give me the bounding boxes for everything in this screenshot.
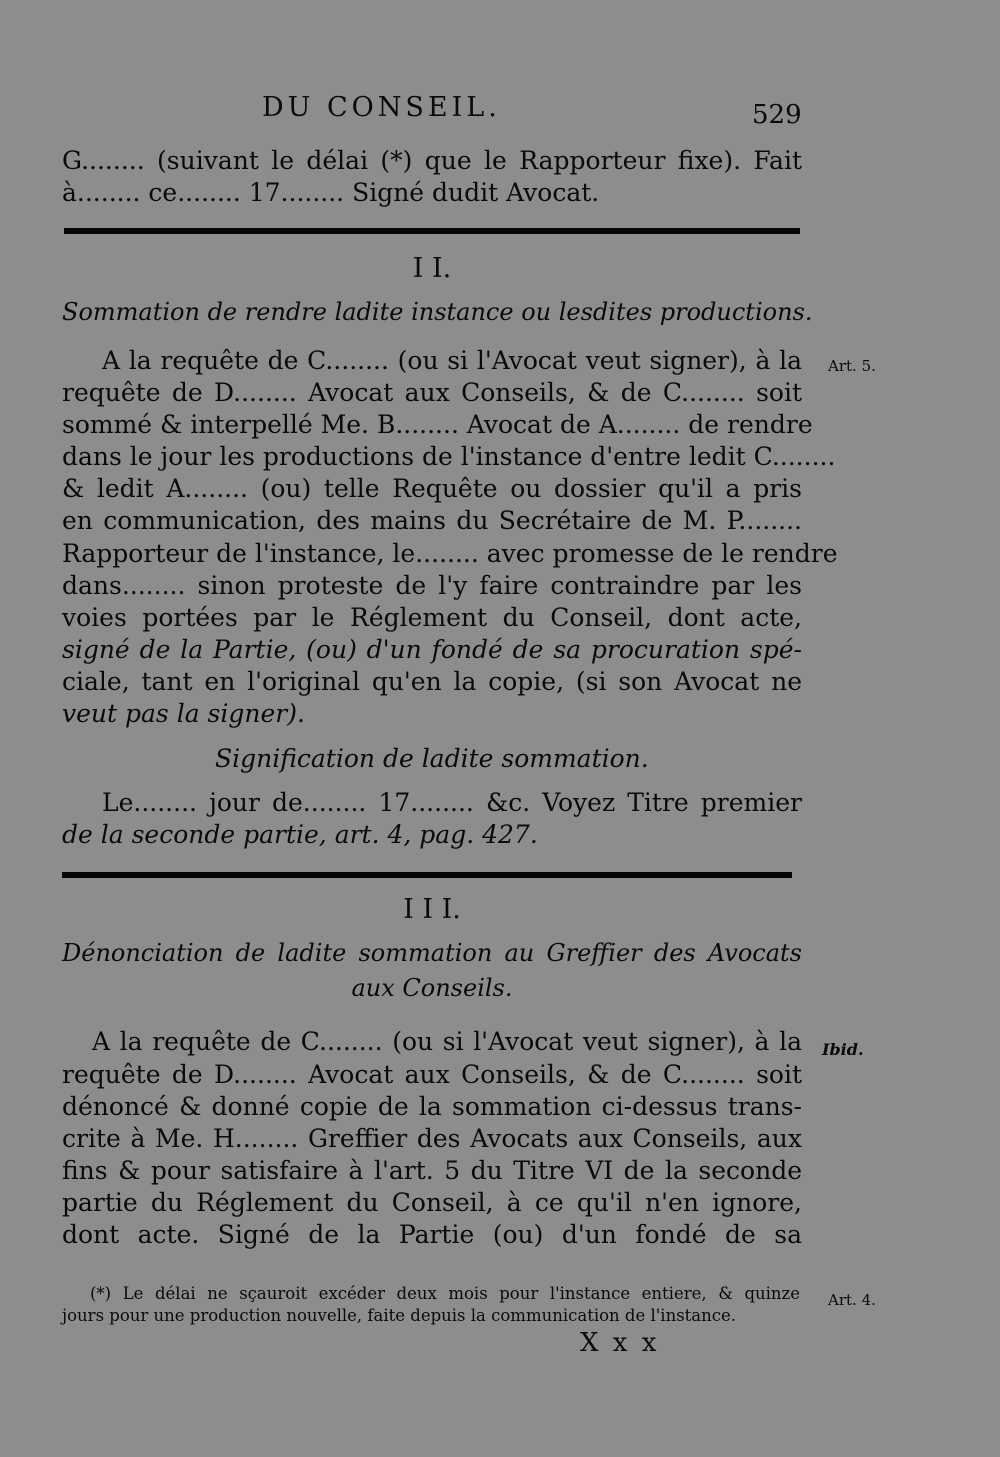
text-line: veut pas la signer). [62,699,305,728]
section-numeral: I I I. [403,894,461,925]
text-line: à........ ce........ 17........ Signé dudit Avocat. [62,178,600,207]
running-title: DU CONSEIL. [262,92,501,123]
text-line: dans le jour les productions de l'instance d'entre ledit C........ [62,442,836,471]
text-line: fins & pour satisfaire à l'art. 5 du Titre VI de la seconde [62,1156,802,1185]
text-line: de la seconde partie, art. 4, pag. 427. [62,820,538,849]
text-line: sommé & interpellé Me. B........ Avocat de A........ de rendre [62,410,813,439]
section-title: Dénonciation de ladite sommation au Greffier des Avocats [62,939,802,967]
text-line: crite à Me. H........ Greffier des Avocats aux Conseils, aux [62,1124,802,1153]
text-line: A la requête de C........ (ou si l'Avocat veut signer), à la [102,346,802,375]
page-number: 529 [752,100,802,130]
text-line: Le........ jour de........ 17........ &c. Voyez Titre premier [102,788,802,817]
subsection-title: Signification de ladite sommation. [215,744,649,773]
text-line: dans........ sinon proteste de l'y faire contraindre par les [62,571,802,600]
text-line: & ledit A........ (ou) telle Requête ou dossier qu'il a pris [62,474,802,503]
text-line: Rapporteur de l'instance, le........ avec promesse de le rendre [62,539,838,568]
text-line: partie du Réglement du Conseil, à ce qu'il n'en ignore, [62,1188,802,1217]
margin-reference: Art. 5. [828,357,876,375]
signature-mark: X x x [580,1328,660,1358]
text-line: en communication, des mains du Secrétaire de M. P........ [62,506,802,535]
section-title: Sommation de rendre ladite instance ou lesdites productions. [62,298,813,326]
section-title: aux Conseils. [351,974,513,1002]
text-line: ciale, tant en l'original qu'en la copie, (si son Avocat ne [62,667,802,696]
margin-reference: Ibid. [822,1040,864,1059]
text-line: dénoncé & donné copie de la sommation ci-dessus trans- [62,1092,802,1121]
text-line: signé de la Partie, (ou) d'un fondé de sa procuration spé- [62,635,802,664]
text-line: requête de D........ Avocat aux Conseils, & de C........ soit [62,1060,802,1089]
text-line: voies portées par le Réglement du Conseil, dont acte, [62,603,802,632]
text-line: requête de D........ Avocat aux Conseils, & de C........ soit [62,378,802,407]
footnote-line: jours pour une production nouvelle, faite depuis la communication de l'instance. [62,1306,737,1325]
section-numeral: I I. [412,253,452,284]
text-line: A la requête de C........ (ou si l'Avocat veut signer), à la [92,1027,802,1056]
text-line: G........ (suivant le délai (*) que le Rapporteur fixe). Fait [62,146,802,175]
section-rule [64,228,800,234]
section-rule [62,872,792,878]
margin-reference: Art. 4. [828,1291,876,1309]
text-line: dont acte. Signé de la Partie (ou) d'un fondé de sa [62,1220,802,1249]
footnote-line: (*) Le délai ne sçauroit excéder deux mois pour l'instance entiere, & quinze [90,1284,800,1303]
